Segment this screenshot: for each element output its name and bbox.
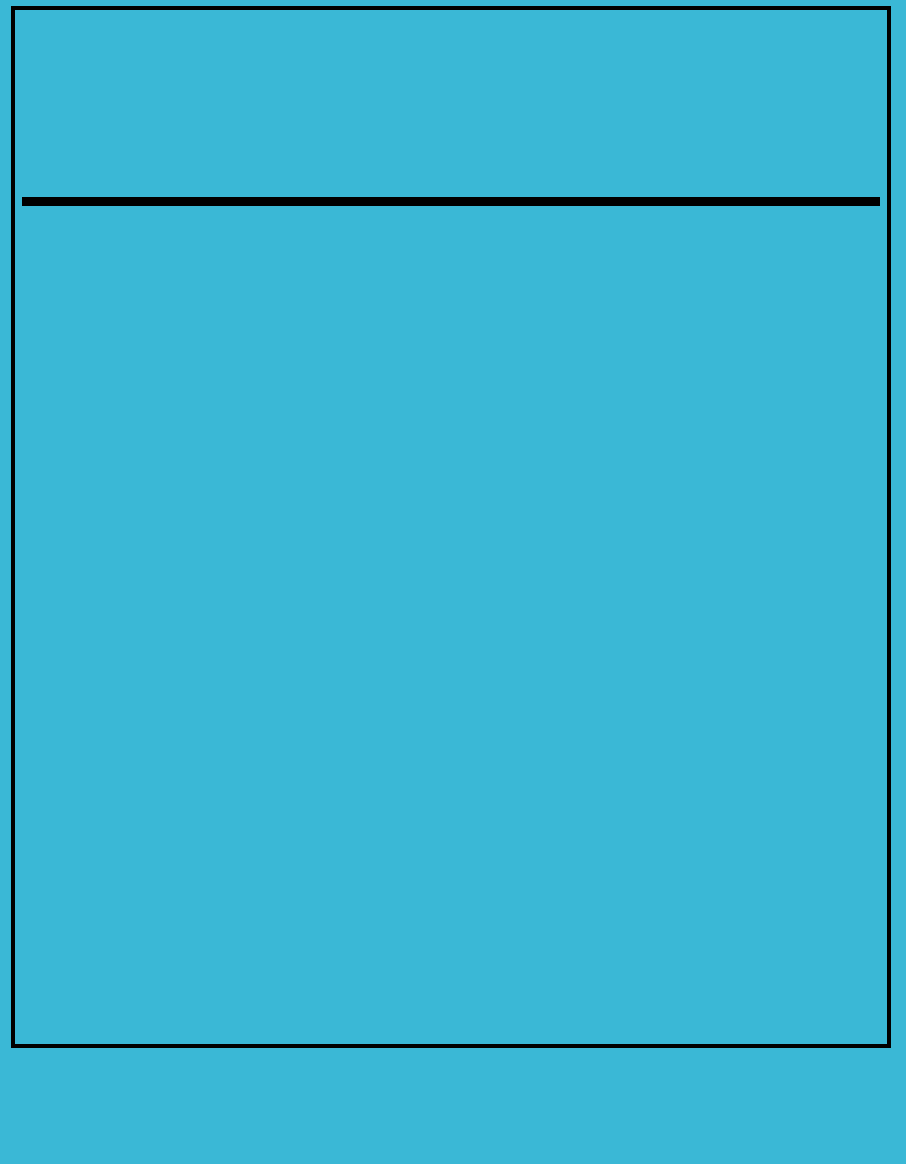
supplement-facts-panel xyxy=(11,6,891,1048)
divider-thick xyxy=(22,197,880,206)
